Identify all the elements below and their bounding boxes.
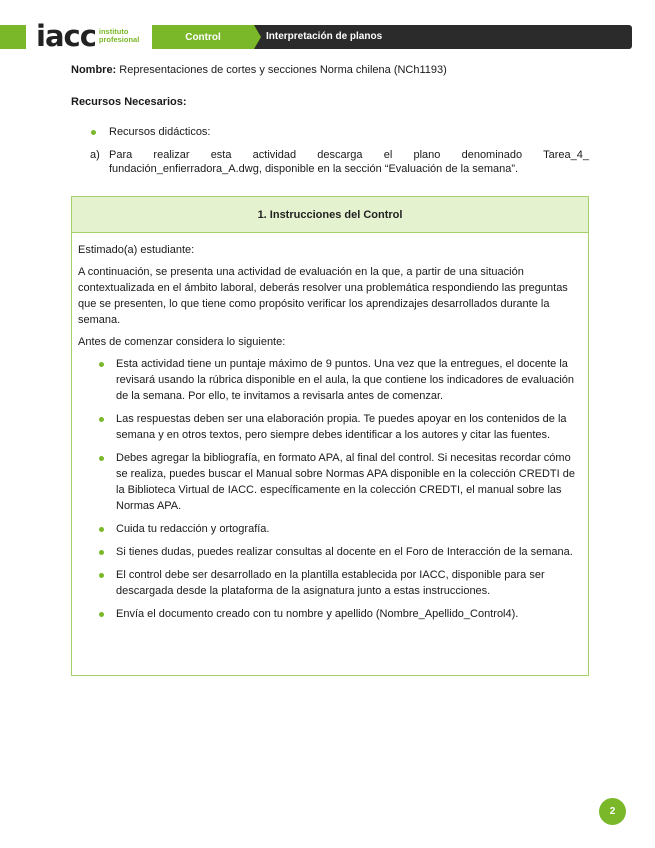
- resources-item-a: [71, 148, 589, 176]
- list-item-text: Cuida tu redacción y ortografía.: [116, 523, 270, 535]
- bullet-dot-icon: [99, 573, 104, 578]
- list-item: [78, 544, 582, 560]
- list-item: [78, 567, 582, 599]
- resources-title: Recursos Necesarios:: [71, 96, 187, 108]
- section-label: Control: [152, 25, 254, 49]
- bullet-dot-icon: [99, 456, 104, 461]
- list-item: [78, 450, 582, 514]
- list-item: [78, 411, 582, 443]
- intro-paragraph: A continuación, se presenta una actividad de evaluación en la que, a partir de una situación contextualizada en el ámbito laboral, deberás resolver una problemática respondiendo las preguntas que se presenten, lo que tiene como propósito verificar los aprendizajes desarrollados durante la semana.: [78, 266, 568, 326]
- logo-sub-line-2: profesional: [98, 35, 140, 44]
- list-item-text: Debes agregar la bibliografía, en formato APA, al final del control. Si necesitas recordar cómo se realiza, puedes buscar el Manual sobre Normas APA disponible en la colección CREDTI de la Biblioteca Virtual de IACC. específicamente en la colección CREDTI, el manual sobre las Normas APA.: [116, 452, 575, 512]
- item-a-label: a): [90, 149, 100, 161]
- list-item-text: El control debe ser desarrollado en la plantilla establecida por IACC, disponible para ser descargada desde la plataforma de la asignatura junto a estas instrucciones.: [116, 569, 545, 597]
- page-intro: [71, 63, 589, 176]
- greeting: Estimado(a) estudiante:: [78, 244, 195, 256]
- bullet-dot-icon: [99, 527, 104, 532]
- resources-bullet: [71, 125, 589, 139]
- list-item: [78, 356, 582, 404]
- list-item-text: Las respuestas deben ser una elaboración propia. Te puedes apoyar en los contenidos de la semana y en otros textos, pero siempre debes identificar a los autores y citar las fuentes.: [116, 413, 567, 441]
- section-arrow-icon: [254, 25, 261, 49]
- logo-subtitle: [99, 28, 139, 44]
- iacc-logo: [36, 18, 140, 53]
- bullet-dot-icon: [99, 417, 104, 422]
- bullet-dot-icon: [99, 362, 104, 367]
- list-item: [78, 521, 582, 537]
- name-value: Representaciones de cortes y secciones Norma chilena (NCh1193): [116, 64, 447, 76]
- list-item-text: Esta actividad tiene un puntaje máximo de 9 puntos. Una vez que la entregues, el docente la revisará usando la rúbrica disponible en el aula, la que contiene los indicadores de evaluación de la semana. Por ello, te invitamos a revisarla antes de comenzar.: [116, 358, 575, 402]
- instructions-body: [72, 233, 588, 622]
- name-line: [71, 63, 589, 77]
- instructions-heading: 1. Instrucciones del Control: [72, 197, 588, 233]
- list-item-text: Si tienes dudas, puedes realizar consultas al docente en el Foro de Interacción de la semana.: [116, 546, 573, 558]
- logo-wordmark: iacc: [36, 18, 96, 53]
- list-item: [78, 606, 582, 622]
- name-label: Nombre:: [71, 64, 117, 76]
- instructions-box: [71, 196, 589, 676]
- item-a-text: Para realizar esta actividad descarga el plano denominado Tarea_4_ fundación_enfierradora_A.dwg, disponible en la sección “Evaluación de la semana”.: [109, 149, 589, 175]
- bullet-dot-icon: [91, 130, 96, 135]
- bullet-dot-icon: [99, 612, 104, 617]
- resources-bullet-text: Recursos didácticos:: [109, 126, 211, 138]
- list-item-text: Envía el documento creado con tu nombre y apellido (Nombre_Apellido_Control4).: [116, 608, 519, 620]
- page-number: 2: [599, 798, 626, 825]
- header-accent-square: [0, 25, 26, 49]
- logo-sub-line-1: instituto: [98, 27, 129, 36]
- document-title: Interpretación de planos: [266, 31, 383, 42]
- bullet-dot-icon: [99, 550, 104, 555]
- before-starting: Antes de comenzar considera lo siguiente:: [78, 336, 286, 348]
